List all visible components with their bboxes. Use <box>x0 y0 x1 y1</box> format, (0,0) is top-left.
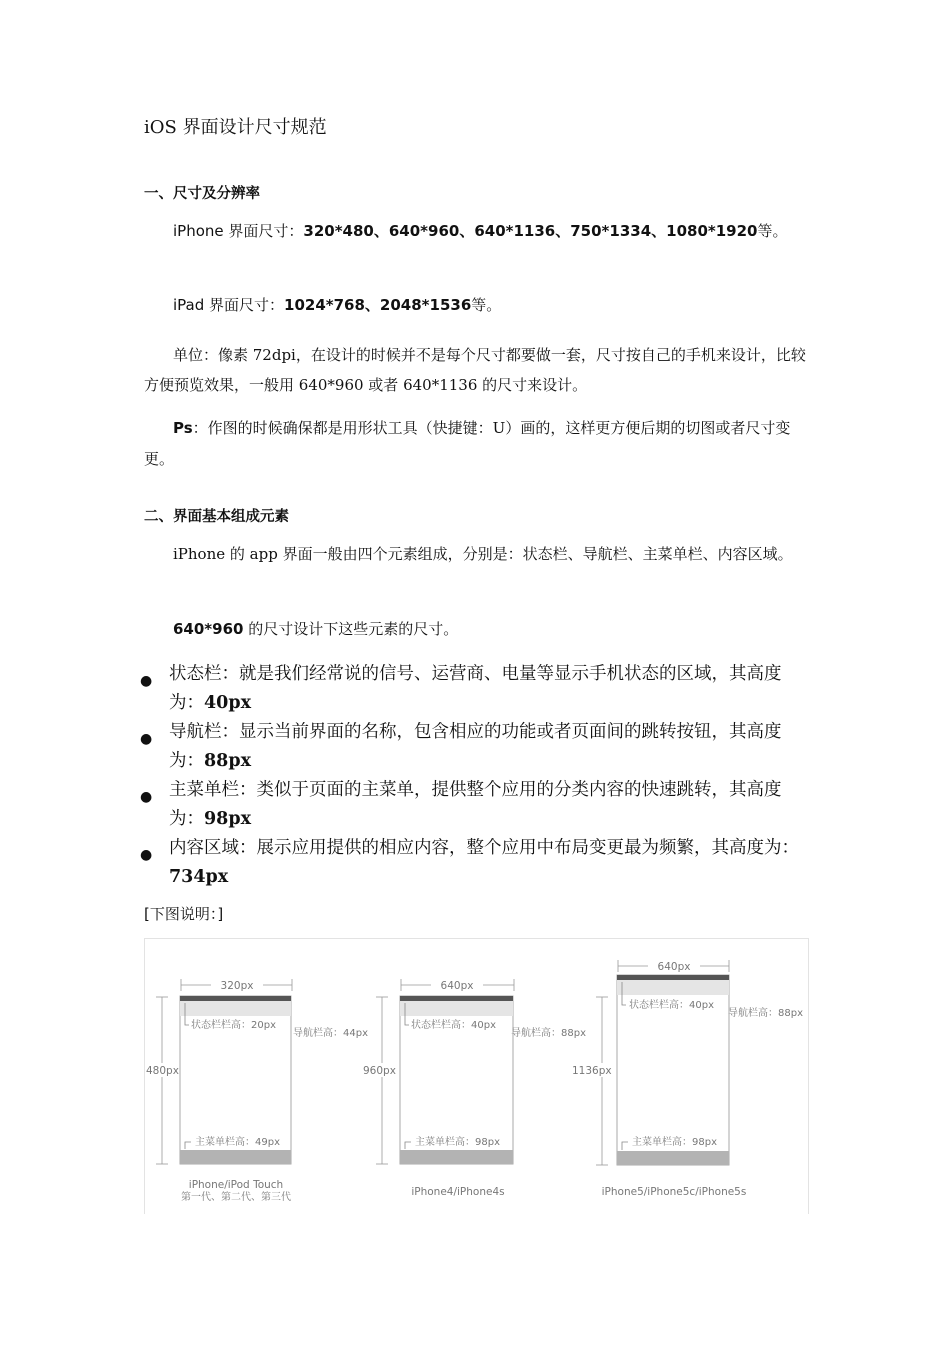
size-intro-paragraph <box>144 614 808 645</box>
device-iphone-1 <box>145 978 368 1203</box>
device-1-nav-label: 导航栏高：44px <box>293 1028 368 1039</box>
device-1-menu-label: 主菜单栏高：49px <box>195 1137 280 1148</box>
device-iphone-4 <box>362 978 586 1198</box>
figure-caption: [下图说明：] <box>144 905 224 923</box>
bullet-icon: ● <box>140 789 153 805</box>
device-3-name: iPhone5/iPhone5c/iPhone5s <box>601 1186 747 1198</box>
list-item <box>140 834 805 892</box>
list-item-value: 40px <box>204 693 252 713</box>
device-1-name: iPhone/iPod Touch <box>188 1179 284 1191</box>
section-2-heading: 二、界面基本组成元素 <box>144 509 289 525</box>
device-2-height-label: 960px <box>363 1065 396 1077</box>
bullet-icon: ● <box>140 673 153 689</box>
list-item-value: 98px <box>204 809 252 829</box>
list-item-value: 88px <box>204 751 252 771</box>
device-3-status-label: 状态栏栏高：40px <box>629 1000 714 1011</box>
device-1-height-label: 480px <box>146 1065 179 1077</box>
iphone-sizes-paragraph <box>144 216 808 247</box>
device-2-name: iPhone4/iPhone4s <box>411 1186 505 1198</box>
list-item-text: 状态栏：就是我们经常说的信号、运营商、电量等显示手机状态的区域，其高度为： <box>169 664 782 713</box>
ipad-sizes-label: iPad 界面尺寸： <box>173 296 285 314</box>
device-2-menu-label: 主菜单栏高：98px <box>415 1137 500 1148</box>
list-item <box>140 660 805 718</box>
ps-paragraph <box>144 413 808 475</box>
size-intro-label: 640*960 <box>173 620 244 638</box>
element-list <box>140 660 805 892</box>
device-3-nav-label: 导航栏高：88px <box>728 1008 803 1019</box>
device-1-subtitle: 第一代、第二代、第三代 <box>181 1192 291 1203</box>
ipad-sizes-tail: 等。 <box>471 296 502 314</box>
size-intro-text: 的尺寸设计下这些元素的尺寸。 <box>243 620 459 638</box>
iphone-sizes-label: iPhone 界面尺寸： <box>173 222 304 240</box>
list-item <box>140 718 805 776</box>
page-title: iOS 界面设计尺寸规范 <box>144 117 327 138</box>
ipad-sizes-values: 1024*768、2048*1536 <box>284 296 472 314</box>
device-1-width-label: 320px <box>220 980 254 992</box>
iphone-sizes-tail: 等。 <box>757 222 788 240</box>
device-1-status-label: 状态栏栏高：20px <box>191 1020 276 1031</box>
iphone-sizes-values: 320*480、640*960、640*1136、750*1334、1080*1920 <box>303 222 758 240</box>
unit-paragraph: 单位：像素 72dpi，在设计的时候并不是每个尺寸都要做一套，尺寸按自己的手机来设计，比较方便预览效果，一般用 640*960 或者 640*1136 的尺寸来设计。 <box>144 346 806 394</box>
bullet-icon: ● <box>140 847 153 863</box>
bullet-icon: ● <box>140 731 153 747</box>
device-3-height-label: 1136px <box>572 1065 612 1077</box>
device-2-width-label: 640px <box>440 980 474 992</box>
ps-label: Ps <box>173 419 193 437</box>
list-item-text: 主菜单栏：类似于页面的主菜单，提供整个应用的分类内容的快速跳转，其高度为： <box>169 780 782 829</box>
list-item-value: 734px <box>169 867 229 887</box>
list-item-text: 导航栏：显示当前界面的名称，包含相应的功能或者页面间的跳转按钮，其高度为： <box>169 722 782 771</box>
ipad-sizes-paragraph <box>144 290 808 321</box>
device-iphone-5 <box>571 959 803 1198</box>
device-2-status-label: 状态栏栏高：40px <box>411 1020 496 1031</box>
list-item-text: 内容区域：展示应用提供的相应内容，整个应用中布局变更最为频繁，其高度为： <box>169 838 799 858</box>
ps-text: ：作图的时候确保都是用形状工具（快捷键：U）画的，这样更方便后期的切图或者尺寸变更。 <box>144 419 791 468</box>
elements-paragraph: iPhone 的 app 界面一般由四个元素组成，分别是：状态栏、导航栏、主菜单栏、内容区域。 <box>173 545 793 563</box>
list-item <box>140 776 805 834</box>
device-2-nav-label: 导航栏高：88px <box>511 1028 586 1039</box>
device-size-figure <box>144 938 809 1214</box>
section-1-heading: 一、尺寸及分辨率 <box>144 186 260 202</box>
device-3-width-label: 640px <box>657 961 691 973</box>
device-3-menu-label: 主菜单栏高：98px <box>632 1137 717 1148</box>
